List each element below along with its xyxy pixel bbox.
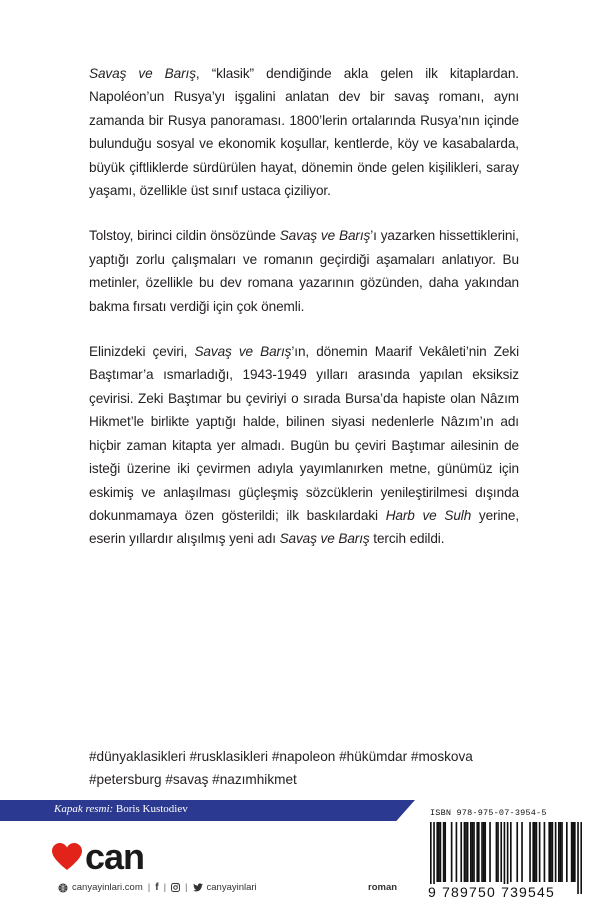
barcode-bar	[472, 822, 474, 882]
barcode-bar	[580, 822, 582, 894]
hashtag-line: #petersburg #savaş #nazımhikmet	[89, 772, 297, 787]
barcode-bar	[571, 822, 573, 882]
barcode-bar	[555, 822, 557, 882]
blurb-text: yerine, eserin yıllardır alışılmış yeni adı	[89, 507, 519, 547]
publisher-footer	[58, 882, 398, 893]
barcode-bar	[536, 822, 538, 882]
divider: |	[185, 882, 188, 893]
barcode-bar	[521, 822, 523, 882]
barcode-bar	[483, 822, 485, 882]
facebook-icon[interactable]: f	[155, 882, 159, 893]
barcode-bar	[496, 822, 498, 882]
publisher-logo	[52, 836, 145, 877]
book-title: Savaş ve Barış	[194, 344, 292, 360]
barcode-bar	[460, 822, 462, 882]
barcode-bar	[516, 822, 518, 882]
barcode-bar	[443, 822, 445, 882]
heart-icon	[52, 843, 82, 871]
barcode-bar	[476, 822, 478, 882]
barcode-bar	[470, 822, 472, 882]
barcode-bar	[574, 822, 576, 882]
barcode-bar	[489, 822, 491, 882]
isbn-label: ISBN 978-975-07-3954-5	[430, 808, 547, 818]
book-title: Savaş ve Barış	[279, 228, 371, 244]
barcode-bar	[484, 822, 486, 882]
barcode-bar	[544, 822, 546, 882]
barcode-bar	[464, 822, 466, 882]
cover-credit	[54, 803, 188, 815]
hashtag-line: #dünyaklasikleri #rusklasikleri #napoleon #hükümdar #moskova	[89, 749, 473, 764]
barcode-bar	[510, 822, 512, 882]
globe-icon	[58, 883, 68, 893]
barcode-bar	[451, 822, 453, 882]
blurb-paragraph-1	[89, 62, 519, 202]
back-cover-blurb	[89, 62, 519, 573]
barcode-bar	[500, 822, 502, 882]
blurb-text: ’ın, dönemin Maarif Vekâleti’nin Zeki Baştımar’a ısmarladığı, 1943-1949 yılları arasında yapılan eksiksiz çevirisi. Zeki Baştımar bu çeviriyi o sırada Bursa’da hapiste olan Nâzım Hikmet’le birlikte yaptığı halde, bilinen siyasi nedenlerle Nâzım’ın adı hiçbir zaman kitapta yer almadı. Bugün bu çeviri Baştımar ailesinin de isteği üzerine iki çevirmen adıyla yayımlanırken metne, günümüz için eskimiş ve anlaşılması güçleşmiş sözcüklerin yenileştirilmesi dışında dokunmamaya özen gösterildi; ilk baskılardaki	[89, 344, 519, 523]
cover-credit-label: Kapak resmi:	[54, 803, 114, 815]
genre-label: roman	[368, 882, 398, 893]
publisher-wordmark: can	[85, 836, 145, 877]
barcode-bar	[481, 822, 483, 882]
blurb-text: Tolstoy, birinci cildin önsözünde	[89, 228, 280, 244]
barcode-bar	[438, 822, 440, 882]
barcode-bar	[465, 822, 467, 882]
blurb-text: tercih edildi.	[369, 531, 445, 547]
blurb-text: , “klasik” dendiğinde akla gelen ilk kitaplardan. Napoléon’un Rusya’yı işgalini anlatan dev bir savaş romanı, aynı zamanda bir Rusya panoraması. 1800’lerin ortalarında Rusya’nın içinde bulunduğu sosyal ve ekonomik koşullar, kentlerde, köy ve kasabalarda, büyük çiftliklerde sürdürülen hayat, dönemin önde gelen kişilikleri, saray yaşamı, özellikle üst sınıf ustaca çiziliyor.	[89, 66, 519, 199]
divider: |	[163, 882, 167, 893]
old-book-title: Harb ve Sulh	[385, 507, 472, 523]
blurb-paragraph-2	[89, 224, 519, 318]
barcode-digits: 9 789750 739545	[428, 884, 555, 900]
book-title: Savaş ve Barış	[279, 531, 370, 547]
barcode-bar	[467, 822, 469, 882]
barcode-bar	[552, 822, 554, 882]
barcode-bar	[478, 822, 480, 882]
barcode-bar	[550, 822, 552, 882]
blurb-text: ’ı yazarken hissettiklerini, yaptığı zorlu çalışmaları ve romanın geçirdiği aşamaları anlatıyor. Bu metinler, özellikle bu dev romana yazarının gözünden, daha yakından bakma fırsatı verdiği için çok önemli.	[89, 228, 519, 314]
divider: |	[147, 882, 151, 893]
barcode-bar	[572, 822, 574, 882]
barcode-bar	[577, 822, 579, 894]
barcode-bar	[532, 822, 534, 882]
barcode-bar	[534, 822, 536, 882]
barcode-bar	[566, 822, 568, 882]
blurb-text: Elinizdeki çeviri,	[89, 344, 195, 360]
barcode-bar	[436, 822, 438, 882]
barcode-bar	[473, 822, 475, 882]
barcode-bar	[548, 822, 550, 882]
barcode-bar	[560, 822, 562, 882]
barcode-bar	[444, 822, 446, 882]
barcode-bar	[561, 822, 563, 882]
book-title: Savaş ve Barış	[89, 66, 196, 81]
hashtag-list	[89, 745, 529, 791]
blurb-paragraph-3	[89, 340, 519, 551]
social-handle[interactable]: canyayinlari	[206, 882, 257, 893]
barcode-bar	[529, 822, 531, 882]
twitter-icon[interactable]	[193, 883, 203, 892]
instagram-icon[interactable]	[171, 883, 180, 892]
barcode-bar	[456, 822, 458, 882]
barcode-bar	[497, 822, 499, 882]
barcode-bar	[558, 822, 560, 882]
barcode-bar	[440, 822, 442, 882]
barcode-bar	[539, 822, 541, 882]
cover-credit-name: Boris Kustodiev	[113, 803, 188, 815]
website-link[interactable]: canyayinlari.com	[72, 882, 143, 893]
